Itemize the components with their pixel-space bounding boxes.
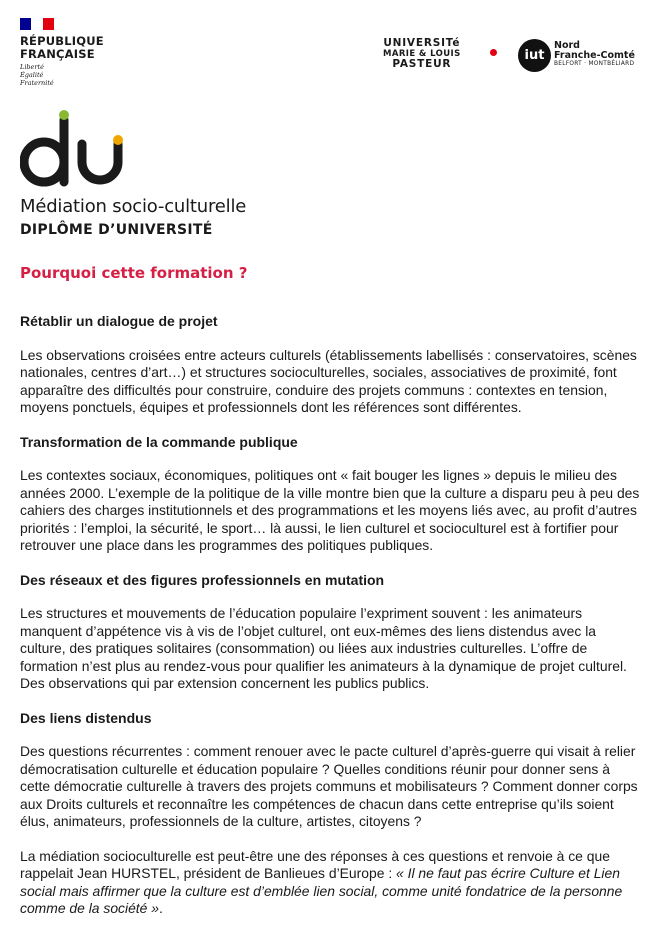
republique-line2: FRANÇAISE <box>20 46 95 61</box>
section-title: Rétablir un dialogue de projet <box>20 313 218 329</box>
motto-fraternite: Fraternité <box>20 79 54 87</box>
republique-title <box>20 35 104 60</box>
section-title: Des liens distendus <box>20 709 152 726</box>
hurstel-quote: « Il ne faut pas écrire Culture et Lien social mais affirmer que la culture est d’emblée lien social, comme unité fondatrice de la personne comme de la société » <box>20 865 623 916</box>
motto-egalite: Égalité <box>20 71 44 79</box>
section-text: Les observations croisées entre acteurs culturels (établissements labellisés : conservatoires, scènes nationales, centres d’art…) et structures socioculturelles, sociales, associatives de proximité, font apparaître des difficultés pour construire, conduire des projets communs : contextes en tension, moyens ponctuels, équipes et professionnels dont les références sont différentes. <box>20 346 637 415</box>
section-text: Des questions récurrentes : comment renouer avec le pacte culturel d’après-guerre qui visait à relier démocratisation culturelle et éducation populaire ? Quelles conditions réunir pour donner sens à cette démocratie culturelle à travers des projets communs et mobilisateurs ? Comment donner corps aux Droits culturels et reconnaître les compétences de chacun dans cette entreprise qu’ils soient élus, animateurs, professionnels de la culture, artistes, citoyens ? <box>20 743 638 829</box>
motto-liberte: Liberté <box>20 63 44 71</box>
iut-name <box>554 41 635 70</box>
iut-line1: Nord <box>554 40 580 51</box>
republique-line1: RÉPUBLIQUE <box>20 34 104 48</box>
section-title: Des réseaux et des figures professionnels en mutation <box>20 571 385 588</box>
university-logo <box>383 38 461 70</box>
republique-francaise-logo <box>20 18 104 87</box>
section-title: Transformation de la commande publique <box>20 433 298 450</box>
university-line1: UNIVERSITé <box>383 37 461 49</box>
republique-motto <box>20 63 104 87</box>
closing-text: La médiation socioculturelle est peut-être une des réponses à ces questions et renvoie à ce que rappelait Jean HURSTEL, président de Banlieues d’Europe : <box>20 847 610 881</box>
closing-paragraph <box>20 848 640 918</box>
iut-line3: BELFORT · MONTBÉLIARD <box>554 61 635 67</box>
university-line3: PASTEUR <box>392 58 452 70</box>
separator-dot-icon <box>490 49 497 56</box>
program-degree: DIPLÔME D’UNIVERSITÉ <box>20 222 213 238</box>
du-logo-icon <box>20 110 130 190</box>
program-name: Médiation socio-culturelle <box>20 196 247 217</box>
main-content <box>20 313 640 935</box>
iut-badge-icon: iut <box>518 39 551 72</box>
french-flag-icon <box>20 18 54 30</box>
section-text: Les structures et mouvements de l’éducation populaire l’expriment souvent : les animateurs manquent d’appétence vis à vis de l’objet culturel, ont eux-mêmes des liens distendus avec la culture, des pratiques solitaires (consommation) ou liées aux industries culturelles. L’offre de formation n’est plus au rendez-vous pour qualifier les animateurs à la dynamique de projet culturel. Des observations qui par extension concernent les publics publics. <box>20 605 627 691</box>
university-line2: MARIE & LOUIS <box>383 48 461 59</box>
section-text: Les contextes sociaux, économiques, politiques ont « fait bouger les lignes » depuis le milieu des années 2000. L’exemple de la politique de la ville montre bien que la culture a disparu peu à peu des cahiers des charges institutionnels et des programmations et les moyens liés avec, au profit d’autres priorités : l’emploi, la sécurité, le sport… là aussi, le lien culturel et socioculturel est à fortifier pour retrouver une place dans les programmes des politiques publiques. <box>20 467 640 553</box>
section-question-title: Pourquoi cette formation ? <box>20 264 248 282</box>
closing-end: . <box>158 900 163 916</box>
iut-line2: Franche-Comté <box>554 49 635 61</box>
